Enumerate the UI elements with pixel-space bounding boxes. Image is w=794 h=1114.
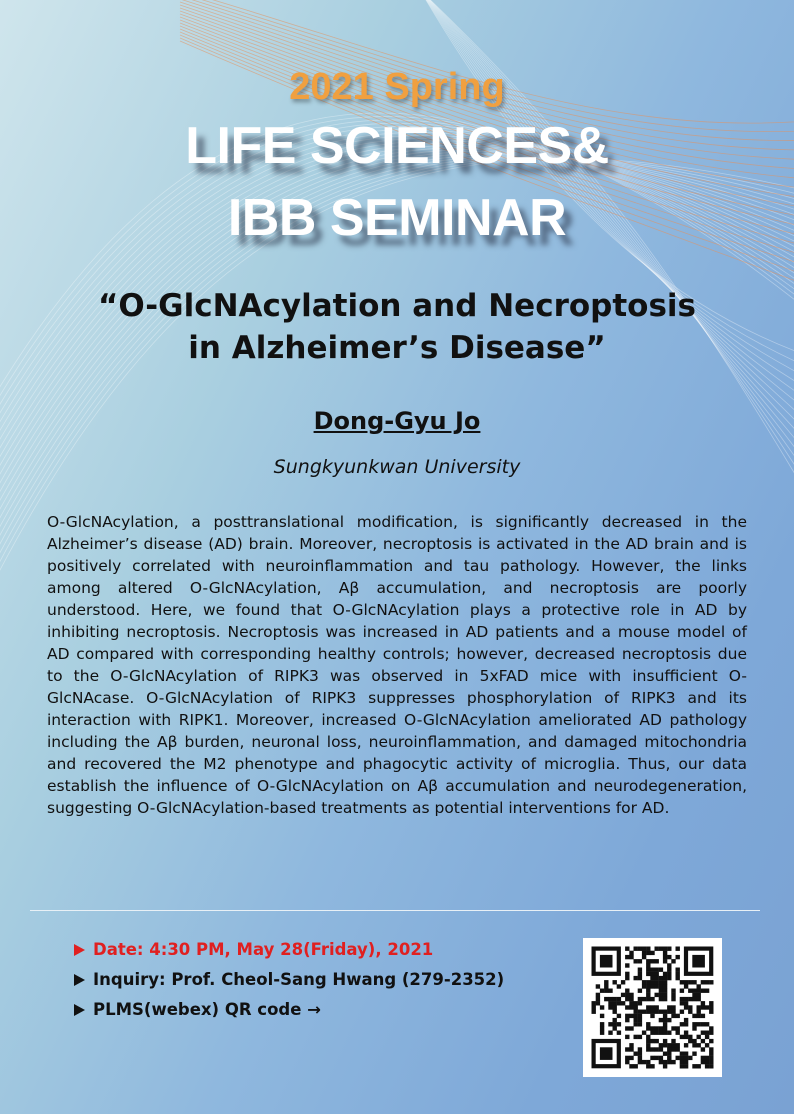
inquiry-text: Inquiry: Prof. Cheol-Sang Hwang (279-2352) [93, 970, 505, 989]
qr-label-text: PLMS(webex) QR code → [93, 1000, 321, 1019]
event-info [74, 937, 504, 1027]
triangle-right-icon [74, 944, 85, 956]
triangle-right-icon [74, 1004, 85, 1016]
abstract-text: O-GlcNAcylation, a posttranslational modification, is significantly decreased in the Alzheimer’s disease (AD) brain. Moreover, necroptosis is activated in the AD brain and is positively correlated with neuroinflammation and tau pathology. However, the links among altered O-GlcNAcylation, Aβ accumulation, and necroptosis are poorly understood. Here, we found that O-GlcNAcylation plays a protective role in AD by inhibiting necroptosis. Necroptosis was increased in AD patients and a mouse model of AD compared with corresponding healthy controls; however, decreased necroptosis due to the O-GlcNAcylation of RIPK3 was observed in 5xFAD mice with insufficient O-GlcNAcase. O-GlcNAcylation of RIPK3 suppresses phosphorylation of RIPK3 and its interaction with RIPK1. Moreover, increased O-GlcNAcylation ameliorated AD pathology including the Aβ burden, neuronal loss, neuroinflammation, and damaged mitochondria and recovered the M2 phenotype and phagocytic activity of microglia. Thus, our data establish the influence of O-GlcNAcylation on Aβ accumulation and neurodegeneration, suggesting O-GlcNAcylation-based treatments as potential interventions for AD. [47, 513, 747, 817]
title-line-1: LIFE SCIENCES& [185, 117, 609, 175]
qr-code-icon[interactable] [583, 938, 722, 1077]
qr-label-row [74, 997, 504, 1027]
speaker-name: Dong-Gyu Jo [313, 407, 481, 435]
year-season-heading: 2021 Spring [289, 66, 505, 108]
title-line-2: IBB SEMINAR [227, 189, 567, 247]
triangle-right-icon [74, 974, 85, 986]
divider-line [30, 910, 760, 911]
talk-title-line-2: in Alzheimer’s Disease” [188, 330, 606, 366]
inquiry-row [74, 967, 504, 997]
date-text: Date: 4:30 PM, May 28(Friday), 2021 [93, 940, 434, 959]
date-row [74, 937, 504, 967]
talk-title [0, 285, 794, 369]
talk-title-line-1: “O-GlcNAcylation and Necroptosis [97, 288, 697, 324]
speaker-affiliation: Sungkyunkwan University [273, 456, 521, 478]
